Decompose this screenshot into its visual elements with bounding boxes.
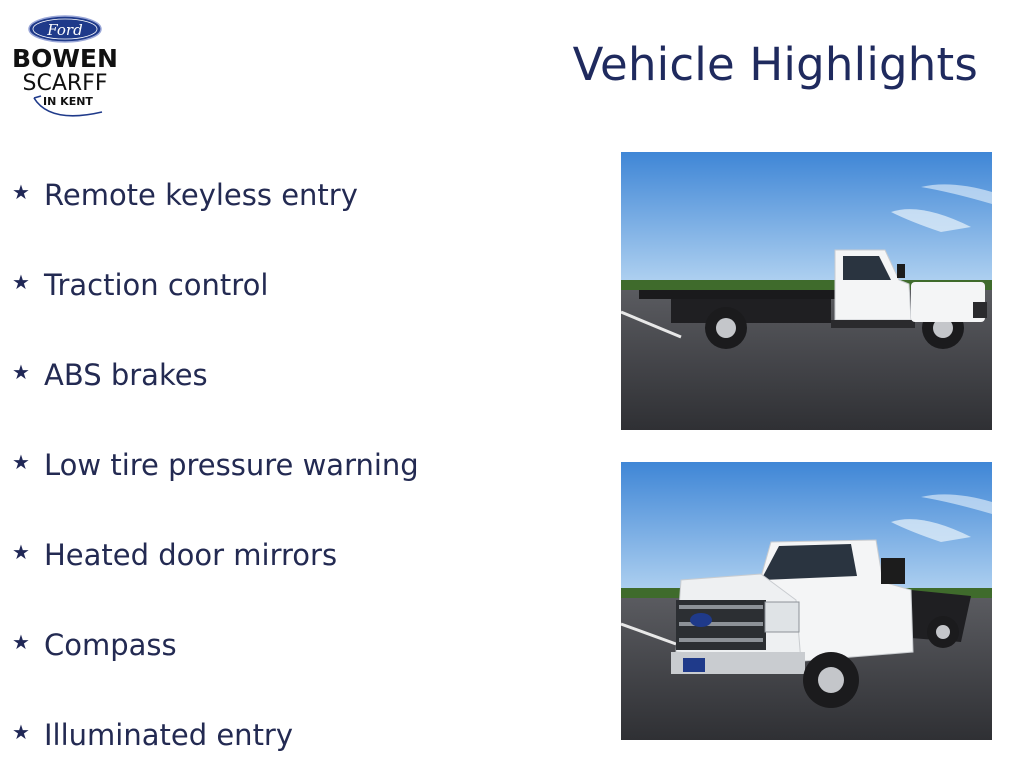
list-item <box>12 600 419 690</box>
feature-label: Heated door mirrors <box>44 538 338 572</box>
star-icon: ★ <box>12 630 30 654</box>
page-title: Vehicle Highlights <box>572 38 978 91</box>
star-icon: ★ <box>12 360 30 384</box>
star-icon: ★ <box>12 720 30 744</box>
truck-side-photo <box>621 152 992 430</box>
svg-text:SCARFF: SCARFF <box>22 71 108 96</box>
truck-front-photo <box>621 462 992 740</box>
star-icon: ★ <box>12 450 30 474</box>
feature-label: Illuminated entry <box>44 718 294 752</box>
list-item <box>12 690 419 780</box>
feature-label: ABS brakes <box>44 358 208 392</box>
star-icon: ★ <box>12 180 30 204</box>
list-item <box>12 510 419 600</box>
list-item <box>12 330 419 420</box>
star-icon: ★ <box>12 540 30 564</box>
svg-text:BOWEN: BOWEN <box>12 44 118 73</box>
dealer-logo <box>10 14 126 122</box>
feature-list <box>12 150 419 780</box>
feature-label: Traction control <box>44 268 269 302</box>
list-item <box>12 240 419 330</box>
list-item <box>12 150 419 240</box>
list-item <box>12 420 419 510</box>
svg-text:IN KENT: IN KENT <box>43 95 93 108</box>
feature-label: Remote keyless entry <box>44 178 358 212</box>
star-icon: ★ <box>12 270 30 294</box>
feature-label: Low tire pressure warning <box>44 448 419 482</box>
feature-label: Compass <box>44 628 177 662</box>
svg-text:Ford: Ford <box>47 21 83 39</box>
